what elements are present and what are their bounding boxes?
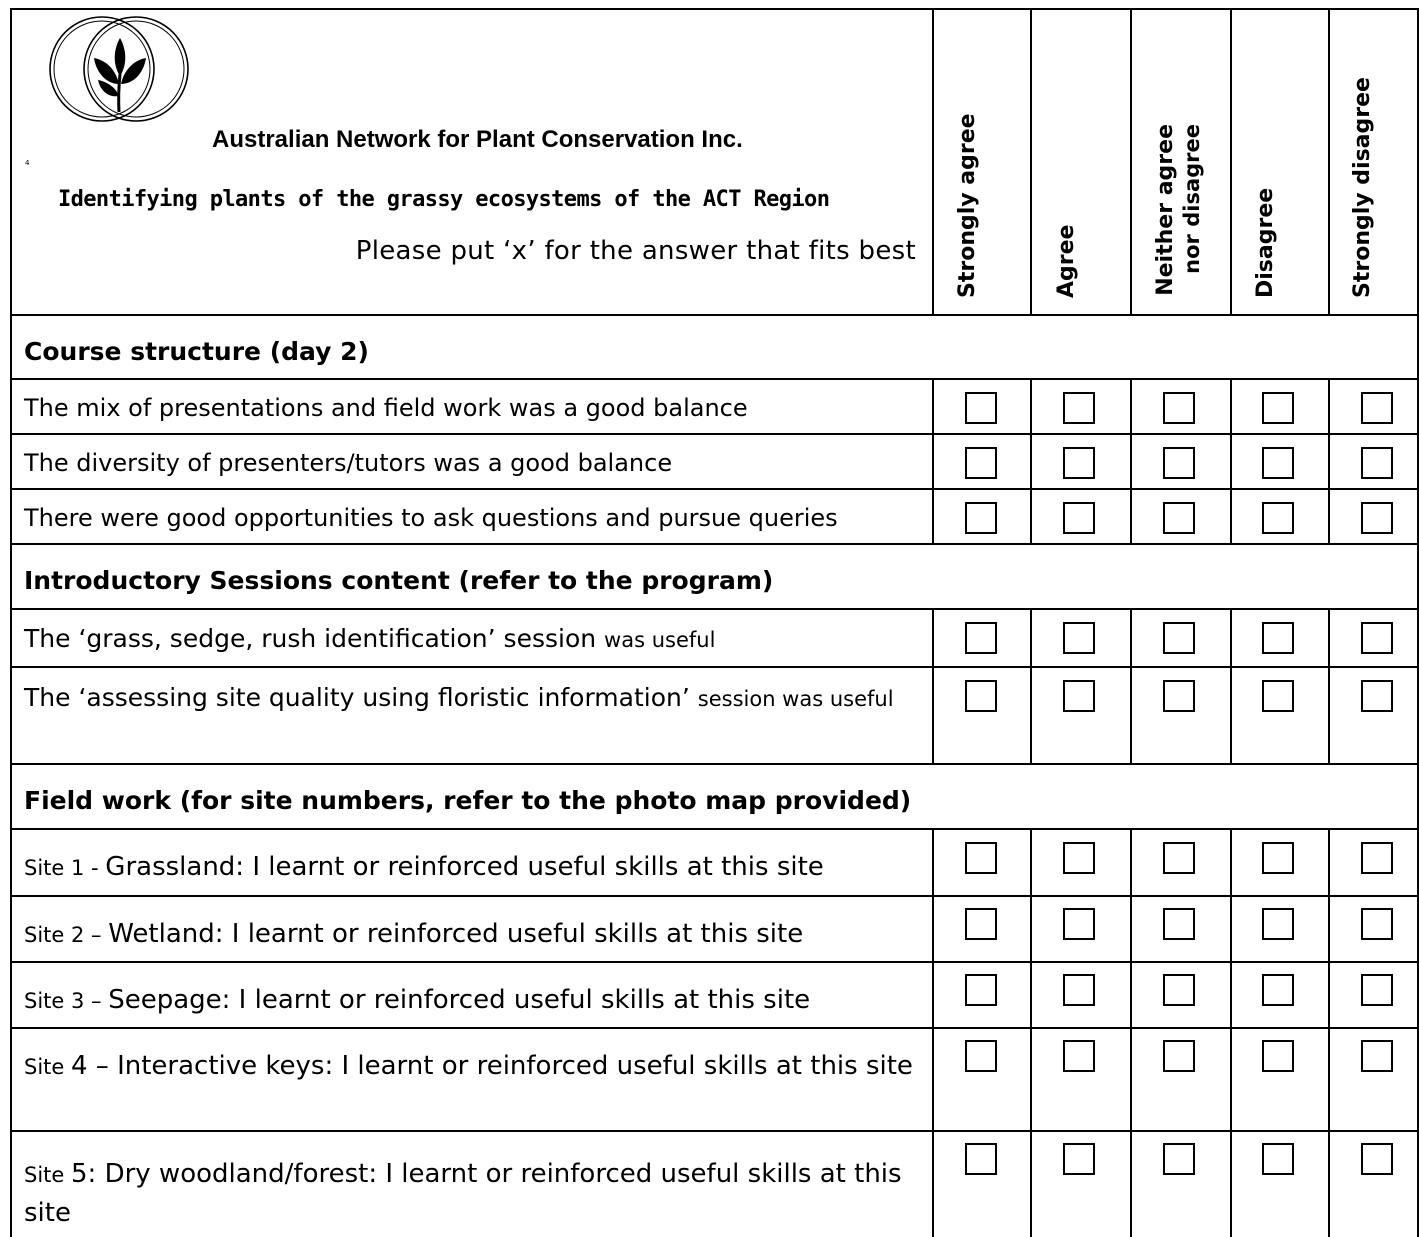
checkbox-strongly-disagree[interactable]	[1361, 447, 1393, 479]
checkbox-agree[interactable]	[1063, 502, 1095, 534]
checkbox-agree[interactable]	[1063, 974, 1095, 1006]
checkbox-strongly-agree[interactable]	[965, 392, 997, 424]
checkbox-strongly-disagree[interactable]	[1361, 1143, 1393, 1175]
statement-text: There were good opportunities to ask questions and pursue queries	[24, 504, 838, 532]
checkbox-disagree[interactable]	[1262, 842, 1294, 874]
section-title: Course structure (day 2)	[24, 337, 369, 366]
column-strongly-disagree: Strongly disagree	[1350, 77, 1375, 298]
checkbox-neither[interactable]	[1163, 842, 1195, 874]
statement-part: Site	[24, 1055, 71, 1079]
statement-part: Wetland: I learnt or reinforced useful skills at this site	[108, 919, 804, 949]
instructions: Please put ‘x’ for the answer that fits best	[355, 236, 916, 266]
statement-text: The mix of presentations and field work was a good balance	[24, 394, 748, 422]
column-strongly-agree: Strongly agree	[955, 113, 980, 298]
statement-part: Site	[24, 1163, 71, 1187]
checkbox-neither[interactable]	[1163, 974, 1195, 1006]
checkbox-neither[interactable]	[1163, 680, 1195, 712]
checkbox-strongly-disagree[interactable]	[1361, 974, 1393, 1006]
checkbox-neither[interactable]	[1163, 908, 1195, 940]
checkbox-strongly-agree[interactable]	[965, 908, 997, 940]
course-title: Identifying plants of the grassy ecosystems of the ACT Region	[58, 187, 830, 212]
statement-part: Seepage: I learnt or reinforced useful skills at this site	[108, 985, 811, 1015]
checkbox-strongly-disagree[interactable]	[1361, 392, 1393, 424]
checkbox-agree[interactable]	[1063, 1143, 1095, 1175]
statement-text	[24, 679, 914, 718]
page-mark: 4	[25, 159, 30, 167]
checkbox-strongly-agree[interactable]	[965, 1040, 997, 1072]
checkbox-strongly-agree[interactable]	[965, 974, 997, 1006]
checkbox-strongly-agree[interactable]	[965, 622, 997, 654]
checkbox-disagree[interactable]	[1262, 392, 1294, 424]
statement-part: session was useful	[697, 687, 894, 711]
checkbox-strongly-disagree[interactable]	[1361, 680, 1393, 712]
checkbox-disagree[interactable]	[1262, 680, 1294, 712]
checkbox-agree[interactable]	[1063, 680, 1095, 712]
statement-text	[24, 1155, 914, 1232]
statement-part: The ‘assessing site quality using floristic information’	[24, 683, 690, 712]
checkbox-disagree[interactable]	[1262, 502, 1294, 534]
statement-part: Site 1 -	[24, 856, 106, 880]
statement-part: was useful	[604, 628, 716, 652]
checkbox-neither[interactable]	[1163, 622, 1195, 654]
checkbox-strongly-agree[interactable]	[965, 680, 997, 712]
organisation-name: Australian Network for Plant Conservation Inc.	[212, 126, 743, 153]
anpc-logo-icon	[44, 14, 194, 124]
statement-text: The diversity of presenters/tutors was a good balance	[24, 449, 673, 477]
statement-part: Site 3 –	[24, 989, 109, 1013]
checkbox-strongly-agree[interactable]	[965, 502, 997, 534]
column-disagree: Disagree	[1253, 187, 1278, 298]
checkbox-disagree[interactable]	[1262, 447, 1294, 479]
checkbox-agree[interactable]	[1063, 447, 1095, 479]
checkbox-strongly-disagree[interactable]	[1361, 622, 1393, 654]
checkbox-neither[interactable]	[1163, 1040, 1195, 1072]
checkbox-strongly-agree[interactable]	[965, 447, 997, 479]
checkbox-disagree[interactable]	[1262, 622, 1294, 654]
checkbox-disagree[interactable]	[1262, 1143, 1294, 1175]
column-neither-line1: Neither agree	[1153, 124, 1178, 296]
checkbox-disagree[interactable]	[1262, 1040, 1294, 1072]
checkbox-disagree[interactable]	[1262, 974, 1294, 1006]
section-title: Introductory Sessions content (refer to the program)	[24, 566, 774, 595]
section-title: Field work (for site numbers, refer to the photo map provided)	[24, 786, 912, 815]
checkbox-disagree[interactable]	[1262, 908, 1294, 940]
statement-part: 4 – Interactive keys: I learnt or reinforced useful skills at this site	[71, 1051, 913, 1081]
statement-text	[24, 1047, 914, 1086]
statement-text	[24, 848, 914, 887]
checkbox-agree[interactable]	[1063, 622, 1095, 654]
checkbox-agree[interactable]	[1063, 1040, 1095, 1072]
checkbox-strongly-disagree[interactable]	[1361, 908, 1393, 940]
checkbox-strongly-disagree[interactable]	[1361, 502, 1393, 534]
statement-text	[24, 915, 914, 954]
checkbox-agree[interactable]	[1063, 392, 1095, 424]
checkbox-strongly-agree[interactable]	[965, 1143, 997, 1175]
checkbox-neither[interactable]	[1163, 447, 1195, 479]
statement-part: Grassland: I learnt or reinforced useful skills at this site	[105, 852, 824, 882]
checkbox-strongly-disagree[interactable]	[1361, 842, 1393, 874]
checkbox-agree[interactable]	[1063, 908, 1095, 940]
column-neither-line2: nor disagree	[1180, 124, 1204, 274]
column-neither	[1152, 124, 1206, 298]
checkbox-neither[interactable]	[1163, 1143, 1195, 1175]
checkbox-neither[interactable]	[1163, 502, 1195, 534]
checkbox-strongly-agree[interactable]	[965, 842, 997, 874]
statement-text	[24, 620, 914, 659]
statement-part: The ‘grass, sedge, rush identification’ session	[24, 624, 597, 653]
statement-text	[24, 981, 914, 1020]
statement-part: Site 2 –	[24, 923, 109, 947]
checkbox-agree[interactable]	[1063, 842, 1095, 874]
checkbox-neither[interactable]	[1163, 392, 1195, 424]
checkbox-strongly-disagree[interactable]	[1361, 1040, 1393, 1072]
statement-part: 5: Dry woodland/forest: I learnt or reinforced useful skills at this site	[24, 1159, 902, 1228]
column-agree: Agree	[1054, 224, 1079, 298]
